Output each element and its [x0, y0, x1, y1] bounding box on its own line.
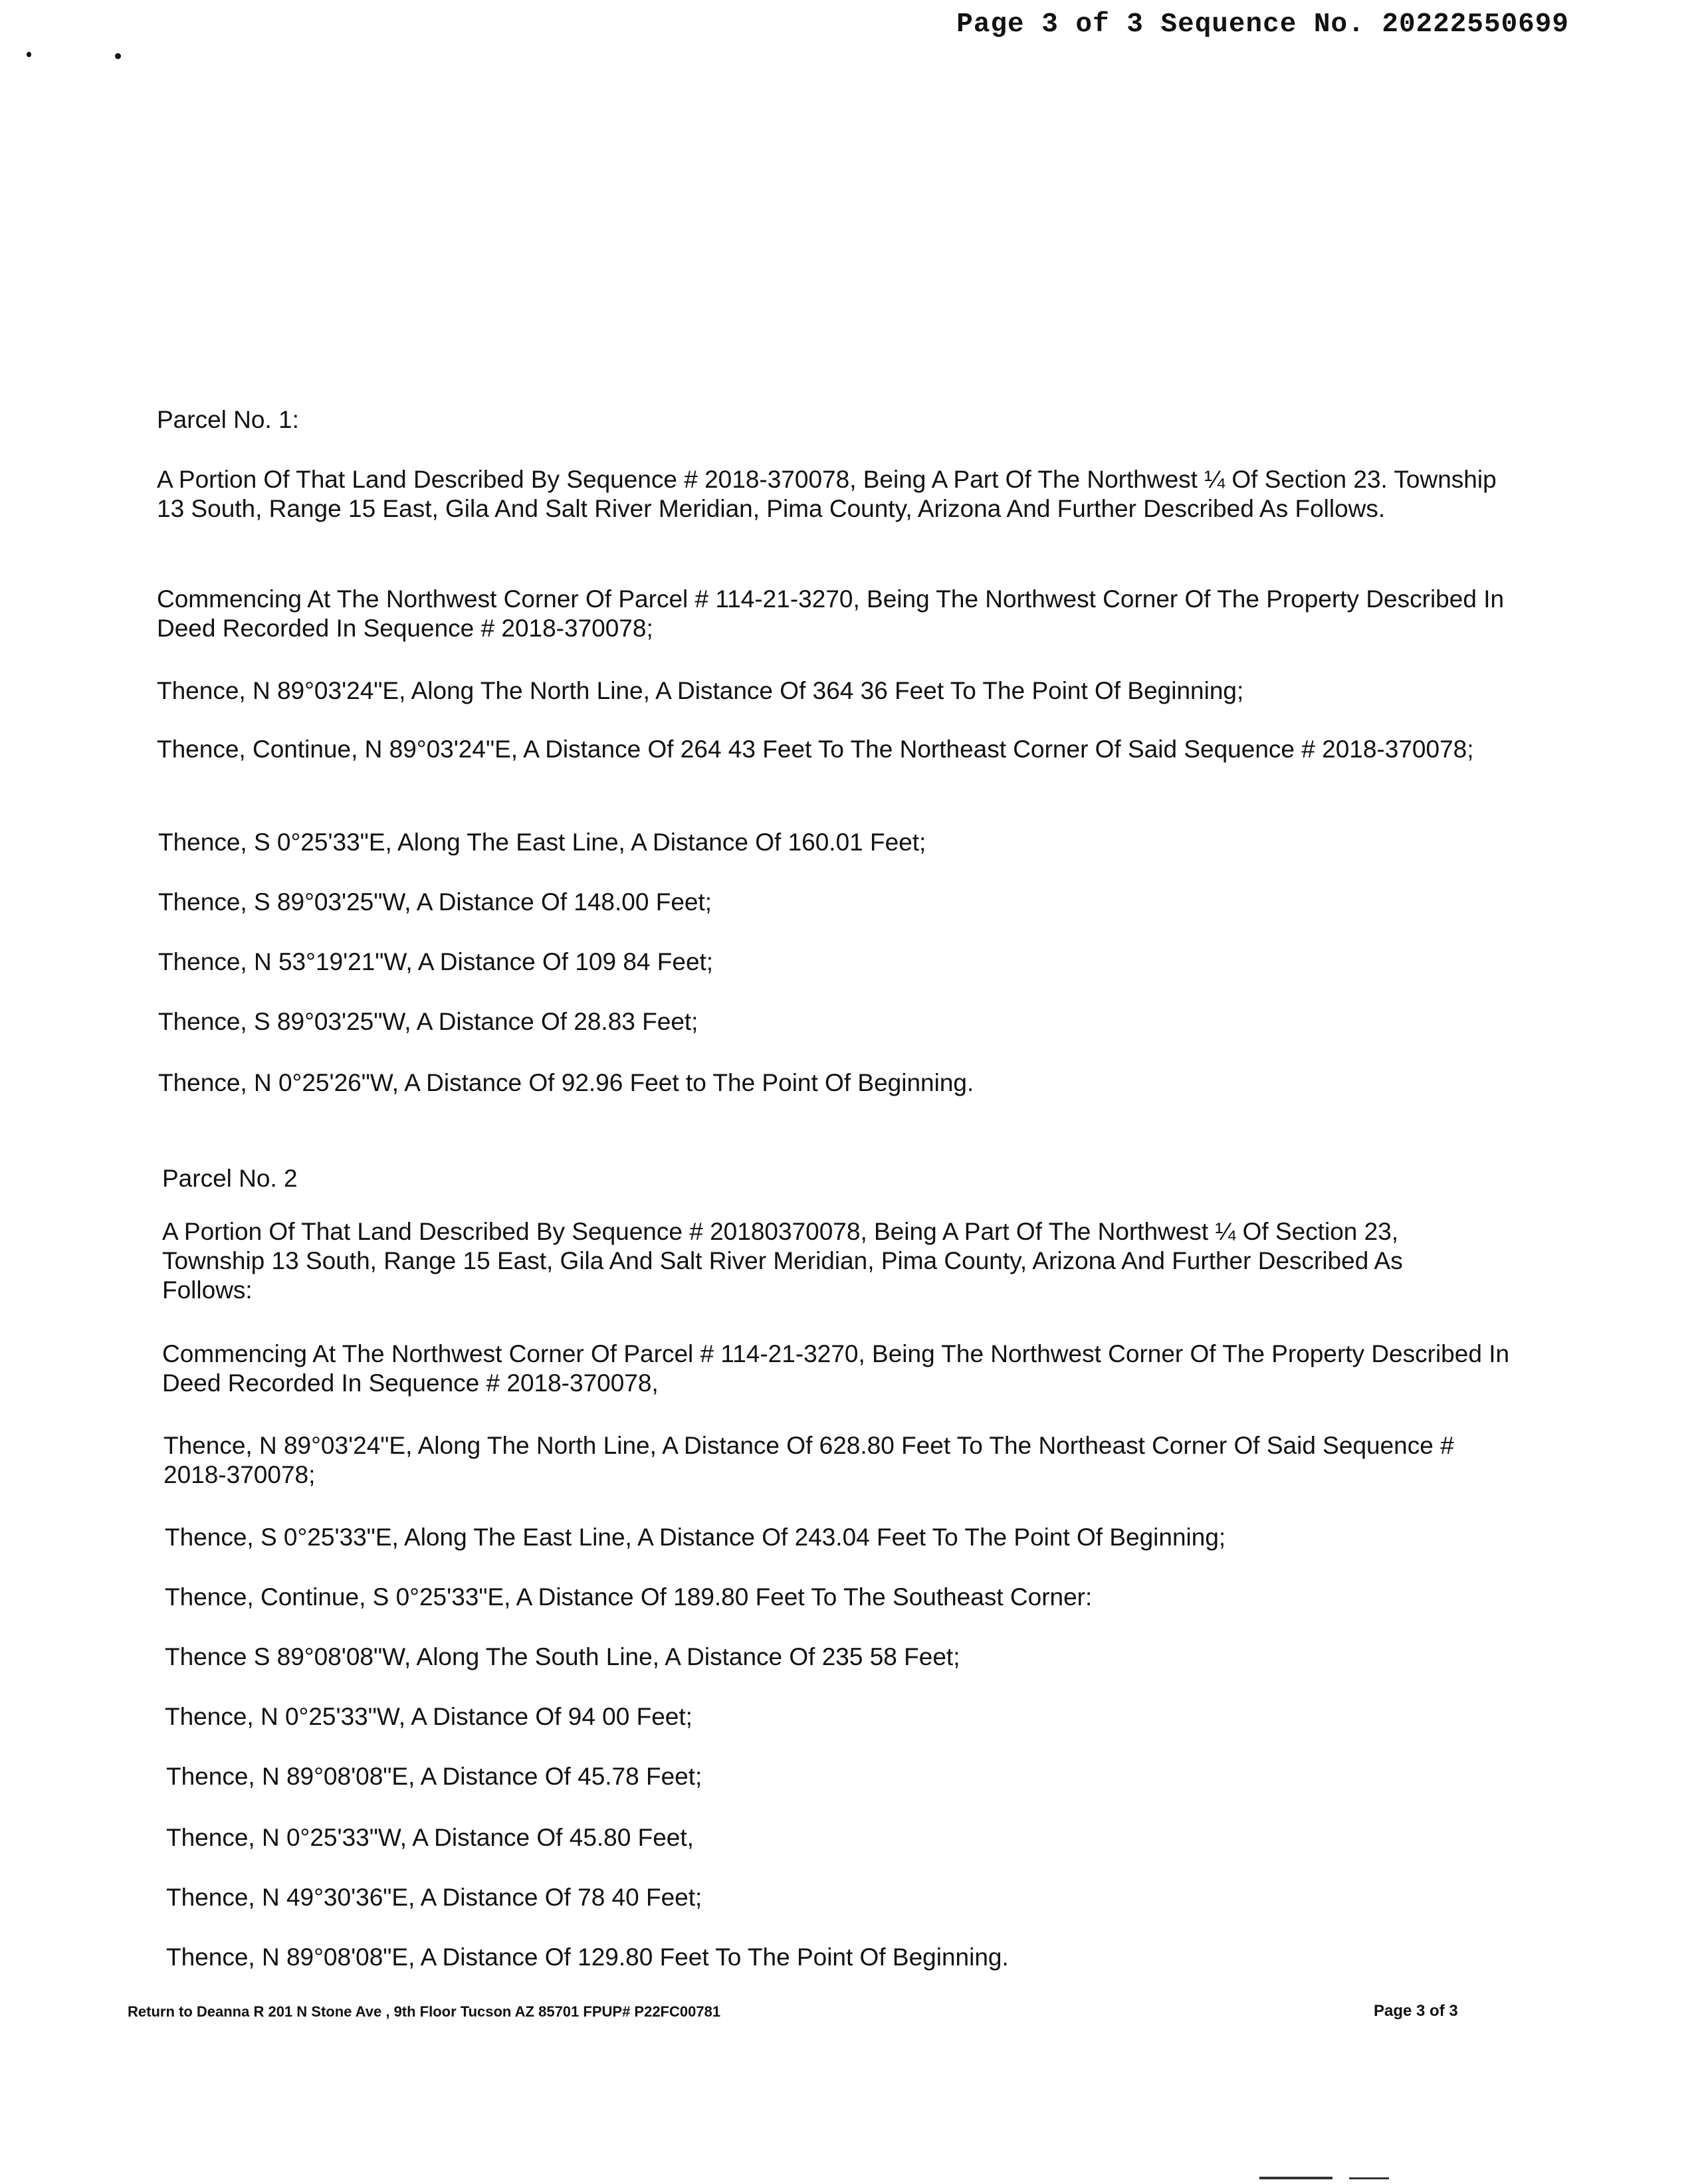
parcel-1-description: A Portion Of That Land Described By Sequence # 2018-370078, Being A Part Of The Northwest ¼ Of Section 23. Township 13 South, Range 15 East, Gila And Salt River Meridian, Pima County, Arizona And Further Described As Follows.: [157, 466, 1497, 522]
parcel-2-call: Thence, N 89°03'24"E, Along The North Line, A Distance Of 628.80 Feet To The Northeast Corner Of Said Sequence # 2018-370078;: [163, 1432, 1454, 1488]
parcel-2-call: Thence, N 89°08'08"E, A Distance Of 45.78 Feet;: [166, 1763, 702, 1790]
parcel-1-call: Thence, N 53°19'21"W, A Distance Of 109 84 Feet;: [158, 948, 714, 975]
parcel-2-call: Thence S 89°08'08"W, Along The South Line, A Distance Of 235 58 Feet;: [165, 1643, 960, 1670]
parcel-1-title: Parcel No. 1:: [157, 406, 299, 433]
parcel-2-call: Thence, N 89°08'08"E, A Distance Of 129.80 Feet To The Point Of Beginning.: [166, 1943, 1009, 1971]
page-sequence-header: Page 3 of 3 Sequence No. 20222550699: [956, 9, 1569, 40]
scan-edge-mark: [1349, 2177, 1389, 2179]
parcel-2-description: A Portion Of That Land Described By Sequence # 20180370078, Being A Part Of The Northwest ¼ Of Section 23, Township 13 South, Range 15 East, Gila And Salt River Meridian, Pima County, Arizona And Further Described As Follows:: [162, 1218, 1403, 1304]
parcel-2-call: Thence, S 0°25'33"E, Along The East Line, A Distance Of 243.04 Feet To The Point Of Beginning;: [165, 1524, 1226, 1551]
parcel-2-title: Parcel No. 2: [162, 1165, 298, 1192]
scan-speck: [115, 53, 121, 59]
parcel-1-commencing: Commencing At The Northwest Corner Of Parcel # 114-21-3270, Being The Northwest Corner Of The Property Described In Deed Recorded In Sequence # 2018-370078;: [157, 585, 1505, 642]
scan-edge-mark: [1259, 2177, 1332, 2179]
parcel-1-call: Thence, N 89°03'24"E, Along The North Line, A Distance Of 364 36 Feet To The Point Of Beginning;: [157, 677, 1244, 704]
parcel-2-commencing: Commencing At The Northwest Corner Of Parcel # 114-21-3270, Being The Northwest Corner Of The Property Described In Deed Recorded In Sequence # 2018-370078,: [162, 1340, 1510, 1397]
parcel-1-call: Thence, S 89°03'25"W, A Distance Of 28.83 Feet;: [158, 1008, 698, 1035]
parcel-2-call: Thence, N 0°25'33"W, A Distance Of 45.80 Feet,: [166, 1824, 694, 1851]
footer-page-number: Page 3 of 3: [1374, 2002, 1458, 2020]
parcel-1-call: Thence, S 0°25'33"E, Along The East Line, A Distance Of 160.01 Feet;: [158, 829, 926, 856]
scan-speck: [27, 52, 31, 57]
parcel-2-call: Thence, N 49°30'36"E, A Distance Of 78 40 Feet;: [166, 1884, 702, 1911]
parcel-1-call: Thence, N 0°25'26"W, A Distance Of 92.96 Feet to The Point Of Beginning.: [158, 1069, 974, 1096]
parcel-2-call: Thence, N 0°25'33"W, A Distance Of 94 00 Feet;: [165, 1703, 692, 1730]
parcel-1-call: Thence, S 89°03'25"W, A Distance Of 148.00 Feet;: [158, 888, 712, 916]
parcel-2-call: Thence, Continue, S 0°25'33"E, A Distance Of 189.80 Feet To The Southeast Corner:: [165, 1583, 1093, 1611]
parcel-1-call: Thence, Continue, N 89°03'24"E, A Distance Of 264 43 Feet To The Northeast Corner Of Said Sequence # 2018-370078;: [157, 736, 1474, 763]
return-to-address: Return to Deanna R 201 N Stone Ave , 9th Floor Tucson AZ 85701 FPUP# P22FC00781: [128, 2003, 721, 2020]
